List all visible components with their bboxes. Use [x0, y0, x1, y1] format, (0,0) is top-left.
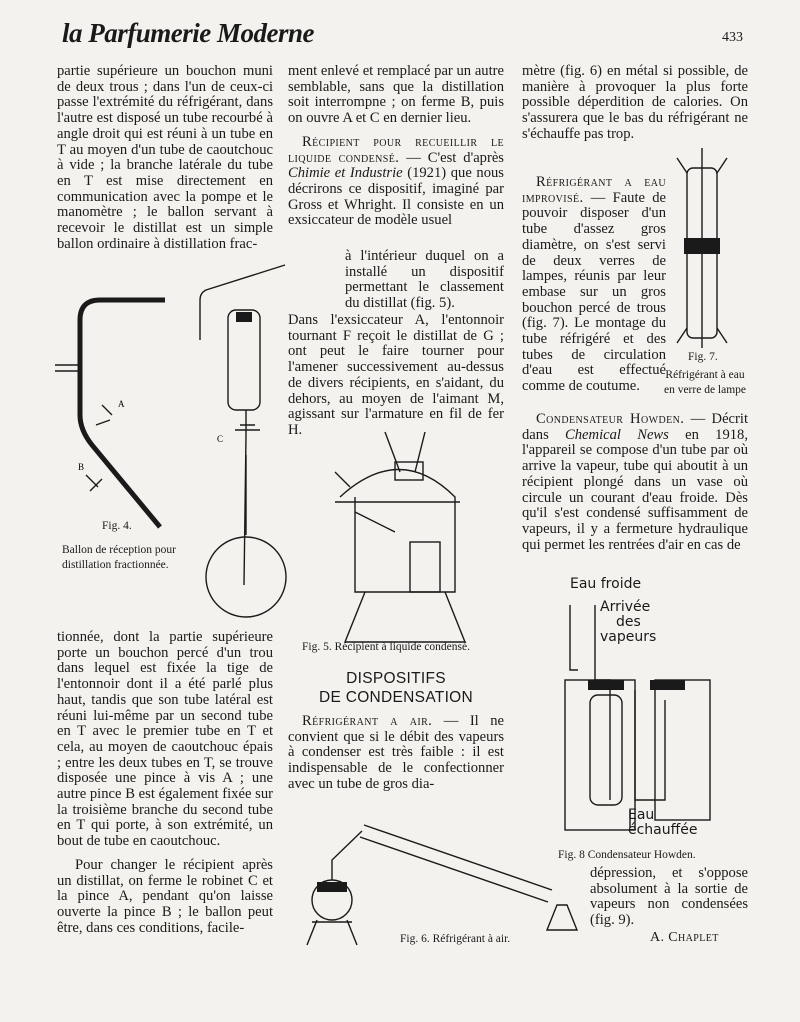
- col2-text-a: — C'est d'après: [399, 149, 504, 166]
- col1-bottom: [57, 630, 273, 936]
- howden-heading: Condensateur Howden.: [536, 411, 685, 427]
- air-cooler-heading: Réfrigérant a air.: [302, 713, 433, 729]
- col2-text-3: — Il ne convient que si le débit des vapeurs à condenser est très faible : il est indispensable de le confectionner avec un tube de gros dia-: [288, 713, 504, 792]
- fig4-caption: Ballon de réception pour distillation fractionnée.: [62, 544, 177, 571]
- col2-paragraph-3: [288, 714, 504, 793]
- col2-paragraph-2: [288, 135, 504, 229]
- fig8-label-warm-2: échauffée: [628, 822, 698, 838]
- fig7-label: Fig. 7.: [688, 351, 718, 363]
- col3-paragraph-1: mètre (fig. 6) en métal si possible, de manière à provoquer la plus forte possible déperdition de calories. On s'assurera que le bas du réfrigérant ne s'échauffe pas trop.: [522, 63, 748, 142]
- fig7-illustration: [672, 148, 732, 348]
- fig8-label-cold: Eau froide: [570, 576, 642, 592]
- col1-top: [57, 64, 273, 252]
- col3-text-3a: — Décrit dans: [522, 411, 749, 443]
- col3-bottom: [590, 866, 748, 929]
- fig8-label-vapour-1: Arrivée: [600, 599, 651, 615]
- col2-paragraph-2d: Dans l'exsiccateur A, l'entonnoir tournant F reçoit le distillat de G ; ont peut le faire tourner pour l'amener successivement au-dessus de divers récipients, en s'aidant, du dehors, au moyen de l'aimant M, agissant sur l'armature en fil de fer H.: [288, 312, 504, 438]
- col3-text-2: — Faute de pouvoir disposer d'un tube d'assez gros diamètre, on s'est servi de deux verres de lampes, réunis par leur embase sur un gros bouchon percé de trous (fig. 7). Le montage du tube réfrigéré et des tubes de circulation d'eau est effectué comme de coutume.: [522, 189, 666, 395]
- fig5-caption: Fig. 5. Récipient à liquide condensé.: [302, 641, 470, 653]
- water-cooler-heading: Réfrigérant a eau improvisé.: [522, 174, 666, 206]
- col1-paragraph-1: partie supérieure un bouchon muni de deux trous ; dans l'un de ceux-ci passe l'extrémité du réfrigérant, dans l'autre est disposé un tube recourbé à angle droit qui est réuni à un tube en T au moyen d'un tube de caoutchouc à vide ; la branche latérale du tube en T est mise directement en communication avec la pompe et le manomètre ; le ballon servant à recevoir le distillat est un simple ballon ordinaire à distillation frac-: [57, 63, 273, 252]
- author-signature: A. Chaplet: [650, 930, 719, 945]
- col2-top: [288, 64, 504, 229]
- col3-paragraph-4: dépression, et s'oppose absolument à la sortie de vapeurs non condensées (fig. 9).: [590, 865, 748, 929]
- fig5-illustration: [315, 432, 485, 642]
- masthead: la Parfumerie Moderne: [62, 18, 314, 48]
- fig8-label-vapour: [600, 600, 656, 645]
- col2-mid: [288, 313, 504, 439]
- fig6-caption: Fig. 6. Réfrigérant à air.: [400, 933, 511, 945]
- col3-top: [522, 64, 748, 143]
- section-title-line2: DE CONDENSATION: [318, 689, 474, 706]
- page-number: 433: [722, 30, 743, 45]
- fig4-letter-c: C: [217, 434, 224, 444]
- section-title-line1: DISPOSITIFS: [346, 670, 446, 687]
- fig4-label: Fig. 4.: [102, 520, 132, 532]
- col3-paragraph-3: [522, 412, 748, 553]
- fig4-letter-b: B: [78, 462, 85, 472]
- col2-paragraph-1: ment enlevé et remplacé par un autre semblable, sans que la distillation soit interrompne ; on ferme B, puis on ouvre A et C en dernier lieu.: [288, 63, 504, 127]
- fig8-label-warm: [628, 808, 698, 838]
- col1-paragraph-2: tionnée, dont la partie supérieure porte un bouchon percé d'un trou dans lequel est fixée la tige de l'entonnoir dont il a été parlé plus haut, tandis que son tube latéral est réuni lui-même par un second tube en T avec le premier tube en T et cela, au moyen de caoutchouc épais ; entre les deux tubes en T, se trouve disposée une pince à vis A ; une autre pince B est également fixée sur la troisième branche du second tube en T qui porte, à son extrémité, un bout de tube en caoutchouc.: [57, 629, 273, 850]
- col2-bottom: [288, 714, 504, 793]
- chimie-ref: Chimie et Industrie: [288, 165, 403, 182]
- col3-text-3b: en 1918, l'appareil se compose d'un tube par où arrive la vapeur, tube qui aboutit à un récipient plongé dans un vase où circule un courant d'eau froide. Dès qu'il s'est condensé suffisamment de vapeurs, il y a fermeture hydraulique qui permet les rentrées d'air en cas de: [522, 426, 748, 553]
- fig8-label-warm-1: Eau: [628, 807, 655, 823]
- fig7-caption: Réfrigérant à eau en verre de lampe: [663, 369, 747, 396]
- fig8-label-vapour-3: vapeurs: [600, 629, 657, 645]
- recipient-heading: Récipient pour recueillir le liquide condensé.: [288, 133, 504, 166]
- fig8-caption: Fig. 8 Condensateur Howden.: [558, 849, 696, 861]
- col2-narrow: [345, 249, 504, 312]
- section-title: [288, 669, 504, 707]
- fig6-illustration: [302, 800, 592, 950]
- col2-text-b: (1921) que nous décrirons ce dispositif, imaginé par Gross et Whright. Il consiste en un exsiccateur de modèle usuel: [288, 165, 504, 229]
- fig8-label-vapour-2: des: [616, 614, 641, 630]
- chemical-news-ref: Chemical News: [565, 426, 669, 443]
- fig4-letter-a: A: [118, 399, 125, 409]
- col1-paragraph-3: Pour changer le récipient après un distillat, on ferme le robinet C et la pince A, pendant qu'on laisse ouverte la pince B ; le ballon peut être, dans ces conditions, facile-: [57, 856, 273, 936]
- col3-paragraph-2: [522, 175, 666, 395]
- col2-paragraph-2c: à l'intérieur duquel on a installé un dispositif permettant le classement du distillat (fig. 5).: [345, 248, 504, 312]
- col3-mid: [522, 412, 748, 553]
- col3-fig7-text: [522, 175, 666, 395]
